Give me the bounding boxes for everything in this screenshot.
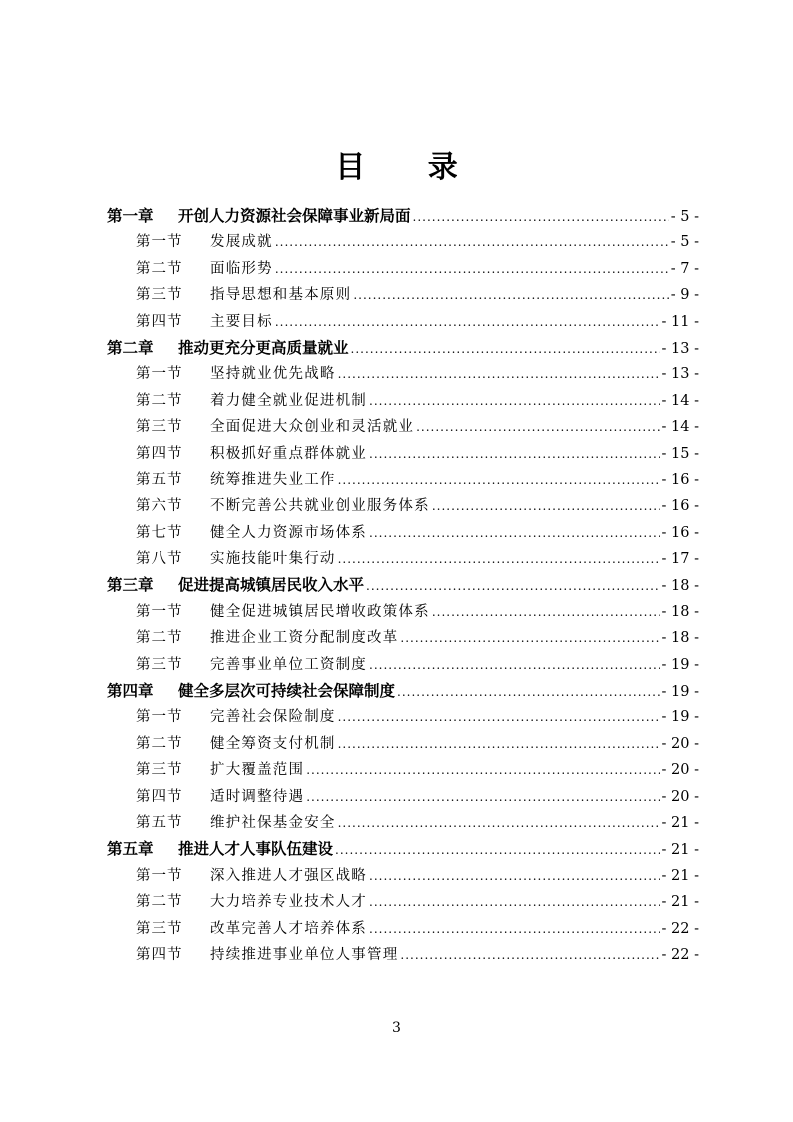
toc-entry-label: 第四节 [136, 788, 183, 805]
dot-leader [353, 282, 668, 308]
toc-entry-page: - 22 - [661, 920, 699, 937]
dot-leader [275, 256, 669, 282]
toc-entry-label: 第六节 [136, 498, 183, 515]
toc-entry-label: 第五节 [136, 814, 183, 831]
toc-section-entry[interactable] [107, 388, 699, 414]
toc-entry-title: 持续推进事业单位人事管理 [210, 946, 399, 963]
toc-entry-label: 第二节 [136, 630, 183, 647]
toc-entry-label: 第一节 [136, 234, 183, 251]
dot-leader [369, 441, 660, 467]
dot-leader [369, 889, 660, 915]
toc-entry-page: - 5 - [670, 209, 699, 225]
dot-leader [432, 599, 660, 625]
toc-entry-title: 健全筹资支付机制 [210, 735, 336, 752]
toc-title: 目 录 [335, 150, 484, 185]
dot-leader [338, 704, 660, 730]
toc-entry-title: 面临形势 [210, 260, 273, 277]
toc-chapter-entry[interactable] [107, 203, 699, 229]
toc-entry-title: 完善社会保险制度 [210, 709, 336, 726]
toc-section-entry[interactable] [107, 704, 699, 730]
toc-section-entry[interactable] [107, 493, 699, 519]
toc-entry-label: 第三节 [136, 287, 183, 304]
dot-leader [397, 679, 660, 704]
toc-entry-label: 第三章 [107, 576, 154, 595]
dot-leader [416, 414, 659, 440]
page-number: 3 [392, 1020, 401, 1036]
toc-entry-page: - 11 - [661, 313, 699, 330]
toc-entry-page: - 16 - [661, 471, 699, 488]
toc-entry-page: - 5 - [670, 234, 699, 251]
dot-leader [413, 204, 669, 229]
dot-leader [366, 573, 660, 598]
toc-entry-label: 第八节 [136, 551, 183, 568]
toc-entry-title: 改革完善人才培养体系 [210, 920, 367, 937]
toc-entry-title: 坚持就业优先战略 [210, 366, 336, 383]
dot-leader [338, 810, 660, 836]
toc-entry-title: 实施技能叶集行动 [210, 551, 336, 568]
toc-entry-page: - 22 - [661, 946, 699, 963]
toc-entry-page: - 20 - [661, 735, 699, 752]
toc-entry-title: 扩大覆盖范围 [210, 762, 305, 779]
toc-section-entry[interactable] [107, 942, 699, 968]
dot-leader [351, 336, 660, 361]
toc-entry-label: 第二节 [136, 260, 183, 277]
dot-leader [338, 731, 660, 757]
toc-section-entry[interactable] [107, 441, 699, 467]
toc-entry-title: 健全多层次可持续社会保障制度 [178, 682, 396, 701]
dot-leader [275, 229, 669, 255]
toc-entry-label: 第二节 [136, 735, 183, 752]
toc-section-entry[interactable] [107, 731, 699, 757]
dot-leader [306, 784, 659, 810]
toc-entry-page: - 21 - [661, 894, 699, 911]
toc-entry-title: 主要目标 [210, 313, 273, 330]
toc-entry-page: - 21 - [661, 867, 699, 884]
toc-list [107, 203, 699, 968]
dot-leader [369, 863, 660, 889]
toc-section-entry[interactable] [107, 467, 699, 493]
toc-entry-page: - 21 - [661, 814, 699, 831]
toc-entry-title: 健全促进城镇居民增收政策体系 [210, 603, 430, 620]
dot-leader [335, 837, 660, 862]
toc-entry-title: 大力培养专业技术人才 [210, 894, 367, 911]
toc-entry-title: 不断完善公共就业创业服务体系 [210, 498, 430, 515]
toc-entry-page: - 15 - [661, 445, 699, 462]
toc-entry-label: 第五章 [107, 840, 154, 859]
toc-chapter-entry[interactable] [107, 836, 699, 862]
toc-entry-page: - 21 - [661, 842, 699, 859]
toc-section-entry[interactable] [107, 652, 699, 678]
toc-entry-title: 开创人力资源社会保障事业新局面 [178, 207, 411, 225]
toc-section-entry[interactable] [107, 229, 699, 255]
toc-entry-title: 发展成就 [210, 234, 273, 251]
toc-section-entry[interactable] [107, 361, 699, 387]
dot-leader [400, 942, 659, 968]
toc-entry-page: - 18 - [661, 630, 699, 647]
toc-section-entry[interactable] [107, 546, 699, 572]
toc-entry-page: - 9 - [670, 287, 699, 304]
toc-section-entry[interactable] [107, 916, 699, 942]
toc-entry-label: 第四节 [136, 946, 183, 963]
toc-section-entry[interactable] [107, 810, 699, 836]
toc-entry-page: - 18 - [661, 578, 699, 595]
toc-entry-label: 第四节 [136, 313, 183, 330]
toc-section-entry[interactable] [107, 889, 699, 915]
toc-section-entry[interactable] [107, 309, 699, 335]
toc-entry-label: 第一节 [136, 709, 183, 726]
toc-entry-label: 第二节 [136, 894, 183, 911]
toc-entry-label: 第一节 [136, 867, 183, 884]
toc-entry-label: 第五节 [136, 471, 183, 488]
toc-entry-title: 深入推进人才强区战略 [210, 867, 367, 884]
toc-entry-title: 适时调整待遇 [210, 788, 305, 805]
dot-leader [275, 309, 660, 335]
toc-entry-label: 第三节 [136, 920, 183, 937]
toc-entry-page: - 16 - [661, 498, 699, 515]
toc-section-entry[interactable] [107, 520, 699, 546]
dot-leader [369, 916, 660, 942]
toc-section-entry[interactable] [107, 599, 699, 625]
toc-entry-title: 维护社保基金安全 [210, 814, 336, 831]
toc-entry-page: - 13 - [661, 340, 699, 357]
dot-leader [338, 467, 660, 493]
toc-entry-label: 第三节 [136, 419, 183, 436]
toc-entry-label: 第一节 [136, 366, 183, 383]
toc-entry-title: 完善事业单位工资制度 [210, 656, 367, 673]
toc-section-entry[interactable] [107, 256, 699, 282]
dot-leader [338, 361, 660, 387]
toc-entry-page: - 14 - [661, 419, 699, 436]
toc-section-entry[interactable] [107, 784, 699, 810]
toc-entry-label: 第一节 [136, 603, 183, 620]
toc-entry-title: 着力健全就业促进机制 [210, 392, 367, 409]
toc-entry-label: 第七节 [136, 524, 183, 541]
toc-section-entry[interactable] [107, 625, 699, 651]
toc-chapter-entry[interactable] [107, 572, 699, 598]
dot-leader [369, 652, 660, 678]
dot-leader [432, 493, 660, 519]
toc-entry-label: 第三节 [136, 762, 183, 779]
toc-entry-page: - 18 - [661, 603, 699, 620]
toc-entry-page: - 19 - [661, 709, 699, 726]
toc-entry-page: - 14 - [661, 392, 699, 409]
toc-entry-label: 第一章 [107, 207, 154, 225]
toc-entry-title: 推动更充分更高质量就业 [178, 338, 349, 357]
toc-entry-title: 健全人力资源市场体系 [210, 524, 367, 541]
dot-leader [369, 388, 660, 414]
toc-entry-label: 第四节 [136, 445, 183, 462]
toc-entry-page: - 20 - [661, 762, 699, 779]
dot-leader [400, 625, 659, 651]
toc-entry-title: 推进人才人事队伍建设 [178, 840, 334, 859]
toc-entry-page: - 16 - [661, 524, 699, 541]
toc-section-entry[interactable] [107, 414, 699, 440]
dot-leader [369, 520, 660, 546]
toc-entry-title: 统筹推进失业工作 [210, 471, 336, 488]
toc-entry-page: - 13 - [661, 366, 699, 383]
toc-entry-title: 推进企业工资分配制度改革 [210, 630, 399, 647]
dot-leader [306, 757, 659, 783]
toc-entry-title: 促进提高城镇居民收入水平 [178, 576, 365, 595]
dot-leader [338, 546, 660, 572]
toc-entry-title: 指导思想和基本原则 [210, 287, 352, 304]
toc-entry-title: 全面促进大众创业和灵活就业 [210, 419, 415, 436]
toc-entry-page: - 19 - [661, 684, 699, 701]
toc-entry-page: - 20 - [661, 788, 699, 805]
toc-entry-page: - 19 - [661, 656, 699, 673]
toc-entry-page: - 7 - [670, 260, 699, 277]
toc-section-entry[interactable] [107, 863, 699, 889]
toc-entry-label: 第三节 [136, 656, 183, 673]
toc-entry-label: 第二章 [107, 338, 154, 357]
toc-entry-label: 第四章 [107, 682, 154, 701]
toc-entry-label: 第二节 [136, 392, 183, 409]
toc-chapter-entry[interactable] [107, 335, 699, 361]
toc-entry-title: 积极抓好重点群体就业 [210, 445, 367, 462]
toc-entry-page: - 17 - [661, 551, 699, 568]
toc-section-entry[interactable] [107, 757, 699, 783]
toc-section-entry[interactable] [107, 282, 699, 308]
toc-chapter-entry[interactable] [107, 678, 699, 704]
